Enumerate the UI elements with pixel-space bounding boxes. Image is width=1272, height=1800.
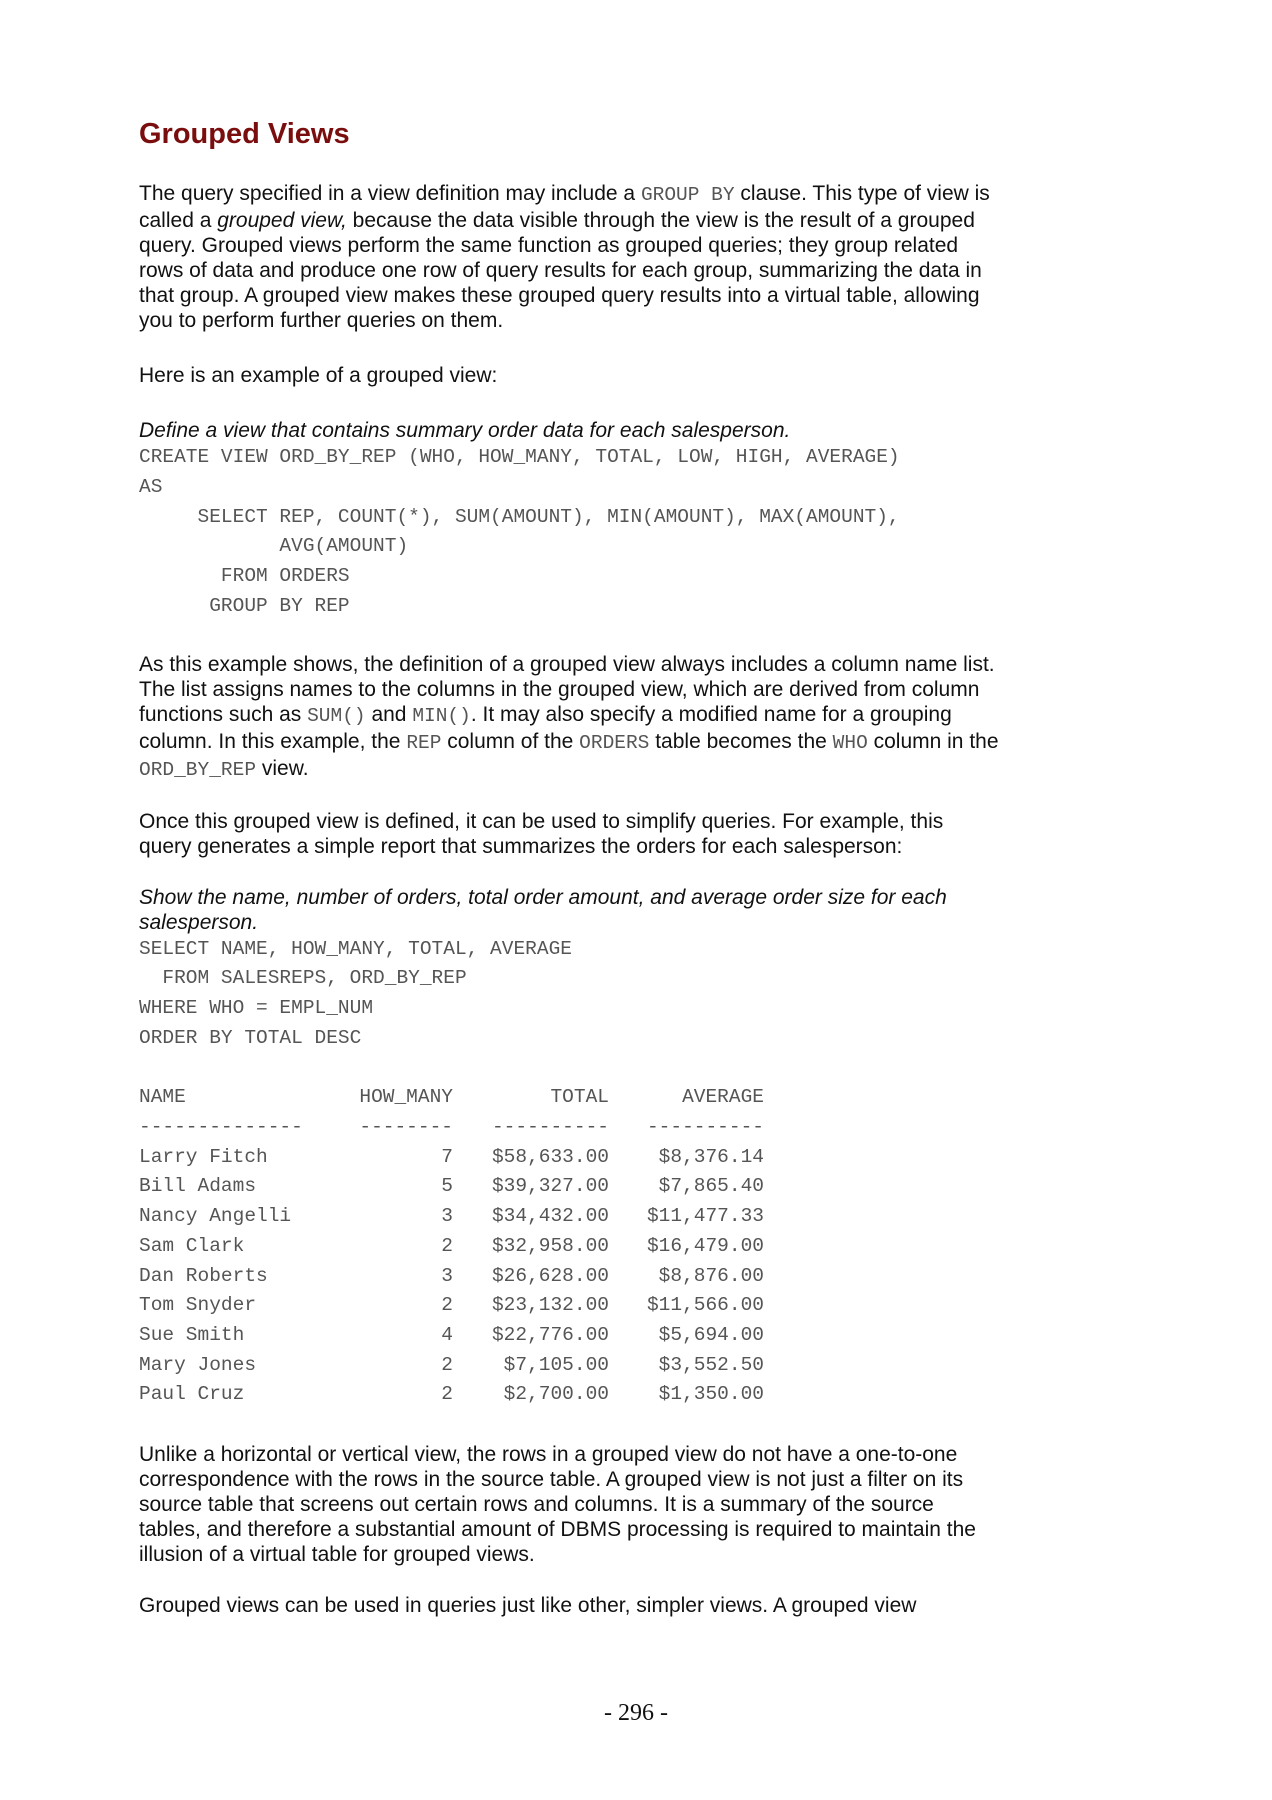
inline-code: WHO — [832, 731, 868, 754]
table-row — [139, 1351, 999, 1381]
query-result-table — [139, 1083, 999, 1410]
cell-how-many: 3 — [441, 1264, 453, 1287]
inline-code: SUM() — [307, 704, 366, 727]
code-line: SELECT NAME, HOW_MANY, TOTAL, AVERAGE — [139, 937, 572, 960]
text-run: table becomes the — [649, 729, 833, 753]
cell-name: Mary Jones — [139, 1353, 257, 1376]
code-block-create-view — [139, 443, 999, 621]
emphasis-text: grouped view, — [217, 209, 347, 233]
inline-code: ORD_BY_REP — [139, 758, 257, 781]
separator: ---------- — [646, 1116, 764, 1139]
cell-total: $23,132.00 — [491, 1294, 609, 1317]
cell-total: $58,633.00 — [491, 1145, 609, 1168]
closing-paragraph: Grouped views can be used in queries just like other, simpler views. A grouped view — [139, 1593, 917, 1617]
code-line: AVG(AMOUNT) — [139, 535, 409, 558]
explanation-paragraph — [139, 652, 999, 783]
example-caption — [139, 885, 999, 935]
table-header-row — [139, 1083, 999, 1113]
table-separator-row — [139, 1113, 999, 1143]
cell-how-many: 2 — [441, 1353, 453, 1376]
table-row — [139, 1262, 999, 1292]
cell-average: $3,552.50 — [658, 1353, 764, 1376]
cell-how-many: 2 — [441, 1234, 453, 1257]
page-number: - 296 - — [604, 1700, 668, 1726]
cell-how-many: 2 — [441, 1294, 453, 1317]
text-run: because the data visible through the view is the result of a grouped query. Grouped views perform the same function as grouped queries; they group related rows of data and produce one row of query results for each group, summarizing the data in that group. A grouped view makes these grouped query results into a virtual table, allowing you to perform further queries on them. — [139, 209, 982, 333]
table-row — [139, 1143, 999, 1173]
cell-total: $32,958.00 — [491, 1234, 609, 1257]
inline-code: MIN() — [412, 704, 471, 727]
column-header: TOTAL — [550, 1086, 609, 1109]
table-row — [139, 1321, 999, 1351]
code-block-select — [139, 935, 999, 1054]
table-row — [139, 1202, 999, 1232]
cell-total: $39,327.00 — [491, 1175, 609, 1198]
cell-total: $22,776.00 — [491, 1323, 609, 1346]
cell-average: $16,479.00 — [646, 1234, 764, 1257]
cell-name: Larry Fitch — [139, 1145, 268, 1168]
cell-name: Paul Cruz — [139, 1383, 245, 1406]
column-header: NAME — [139, 1086, 186, 1109]
text-run: column of the — [441, 729, 580, 753]
code-line: SELECT REP, COUNT(*), SUM(AMOUNT), MIN(AMOUNT), MAX(AMOUNT), — [139, 505, 900, 528]
cell-how-many: 7 — [441, 1145, 453, 1168]
cell-average: $7,865.40 — [658, 1175, 764, 1198]
section-title: Grouped Views — [139, 118, 350, 150]
cell-total: $34,432.00 — [491, 1205, 609, 1228]
cell-name: Sue Smith — [139, 1323, 245, 1346]
column-header: AVERAGE — [682, 1086, 764, 1109]
example-intro: Here is an example of a grouped view: — [139, 364, 498, 388]
table-row — [139, 1291, 999, 1321]
inline-code: ORDERS — [579, 731, 650, 754]
inline-code: REP — [406, 731, 442, 754]
separator: -------------- — [139, 1116, 303, 1139]
cell-name: Tom Snyder — [139, 1294, 257, 1317]
code-line: WHERE WHO = EMPL_NUM — [139, 996, 374, 1019]
cell-name: Dan Roberts — [139, 1264, 268, 1287]
cell-how-many: 3 — [441, 1205, 453, 1228]
code-line: GROUP BY REP — [139, 594, 350, 617]
caption-text: Show the name, number of orders, total order amount, and average order size for each salesperson. — [139, 885, 947, 934]
intro-paragraph — [139, 181, 999, 333]
table-row — [139, 1172, 999, 1202]
text-run: As this example shows, the definition of a grouped view always includes a column name list. The list assigns names to the columns in the grouped view, which are derived from column functions such as — [139, 652, 995, 726]
table-row — [139, 1232, 999, 1262]
inline-code: GROUP BY — [640, 184, 735, 207]
code-line: ORDER BY TOTAL DESC — [139, 1026, 362, 1049]
comparison-paragraph: Unlike a horizontal or vertical view, the rows in a grouped view do not have a one-to-one correspondence with the rows in the source table. A grouped view is not just a filter on its source table that screens out certain rows and columns. It is a summary of the source tables, and therefore a substantial amount of DBMS processing is required to maintain the illusion of a virtual table for grouped views. — [139, 1442, 976, 1566]
cell-how-many: 4 — [441, 1323, 453, 1346]
cell-average: $11,566.00 — [646, 1294, 764, 1317]
cell-average: $8,876.00 — [658, 1264, 764, 1287]
table-row — [139, 1380, 999, 1410]
cell-average: $5,694.00 — [658, 1323, 764, 1346]
text-run: column in the — [867, 729, 999, 753]
cell-name: Bill Adams — [139, 1175, 257, 1198]
cell-average: $1,350.00 — [658, 1383, 764, 1406]
code-line: AS — [139, 476, 163, 499]
separator: -------- — [359, 1116, 453, 1139]
cell-total: $7,105.00 — [503, 1353, 609, 1376]
cell-how-many: 2 — [441, 1383, 453, 1406]
text-run: The query specified in a view definition may include a — [139, 182, 641, 206]
cell-average: $11,477.33 — [646, 1205, 764, 1228]
example-caption — [139, 418, 999, 443]
caption-text: Define a view that contains summary order data for each salesperson. — [139, 419, 791, 443]
cell-how-many: 5 — [441, 1175, 453, 1198]
cell-total: $2,700.00 — [503, 1383, 609, 1406]
text-run: and — [365, 702, 413, 726]
cell-average: $8,376.14 — [658, 1145, 764, 1168]
code-line: FROM ORDERS — [139, 565, 350, 588]
cell-name: Nancy Angelli — [139, 1205, 292, 1228]
usage-paragraph: Once this grouped view is defined, it can be used to simplify queries. For example, this query generates a simple report that summarizes the orders for each salesperson: — [139, 809, 944, 858]
code-line: CREATE VIEW ORD_BY_REP (WHO, HOW_MANY, TOTAL, LOW, HIGH, AVERAGE) — [139, 446, 900, 469]
code-line: FROM SALESREPS, ORD_BY_REP — [139, 967, 467, 990]
separator: ---------- — [491, 1116, 609, 1139]
text-run: view. — [256, 756, 309, 780]
page-content — [139, 118, 999, 1618]
text-run: . It may also specify a modified name for a grouping column. In this example, the — [139, 702, 952, 753]
column-header: HOW_MANY — [359, 1086, 453, 1109]
cell-name: Sam Clark — [139, 1234, 245, 1257]
text-run: clause. This type of view is called a — [139, 182, 990, 233]
cell-total: $26,628.00 — [491, 1264, 609, 1287]
